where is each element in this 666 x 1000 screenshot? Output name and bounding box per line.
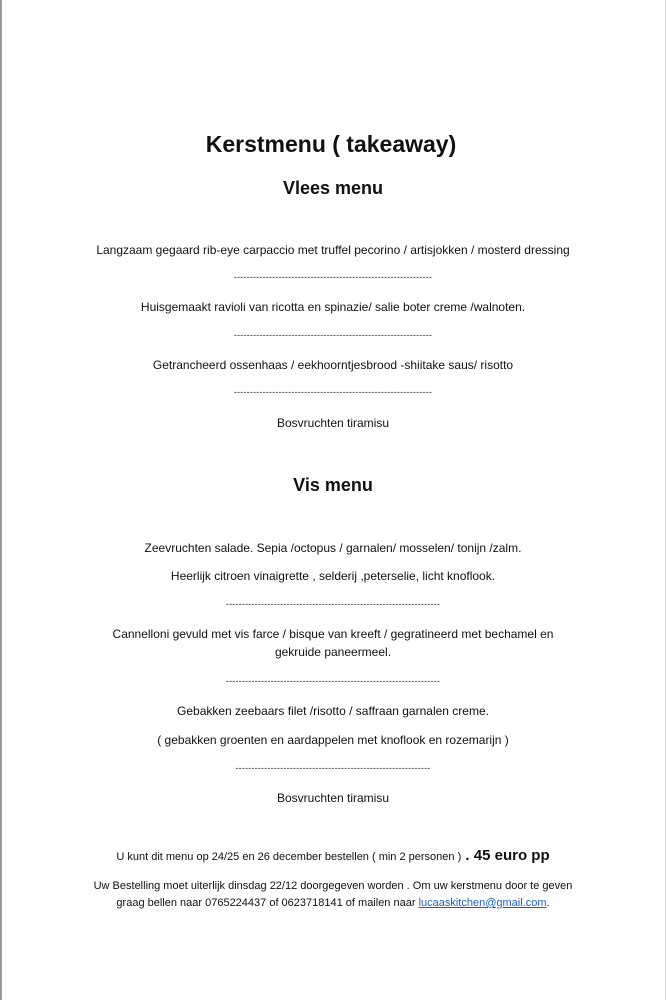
vlees-course-2: Huisgemaakt ravioli van ricotta en spinazie/ salie boter creme /walnoten. bbox=[140, 300, 526, 314]
vlees-menu-heading: Vlees menu bbox=[282, 178, 384, 198]
vis-menu-heading: Vis menu bbox=[293, 475, 373, 495]
email-link[interactable]: lucaaskitchen@gmail.com bbox=[418, 897, 547, 909]
vis-separator-2: ------------------------------------------------------------------- bbox=[225, 676, 441, 686]
vis-separator-3: ------------------------------------------------------------- bbox=[235, 763, 431, 773]
order-dates-text: U kunt dit menu op 24/25 en 26 december bestellen ( min 2 personen ) bbox=[116, 851, 462, 863]
vlees-separator-2: -------------------------------------------------------------- bbox=[233, 330, 433, 340]
vlees-separator-3: -------------------------------------------------------------- bbox=[233, 387, 433, 397]
vis-course-3-line-1: Gebakken zeebaars filet /risotto / saffraan garnalen creme. bbox=[177, 704, 489, 718]
order-contact-text: graag bellen naar 0765224437 of 0623718141 of mailen naar bbox=[116, 897, 419, 909]
vis-course-2-line-1: Cannelloni gevuld met vis farce / bisque van kreeft / gegratineerd met bechamel en bbox=[112, 627, 554, 641]
vlees-separator-1: -------------------------------------------------------------- bbox=[233, 272, 433, 282]
order-deadline-line-2 bbox=[0, 895, 666, 911]
vis-course-2-line-2: gekruide paneermeel. bbox=[274, 645, 392, 659]
vis-separator-1: ------------------------------------------------------------------- bbox=[225, 599, 441, 609]
menu-title: Kerstmenu ( takeaway) bbox=[205, 131, 457, 157]
order-contact-end: . bbox=[546, 897, 550, 909]
vis-course-1-line-2: Heerlijk citroen vinaigrette , selderij ,peterselie, licht knoflook. bbox=[170, 569, 496, 583]
vis-course-3-line-2: ( gebakken groenten en aardappelen met knoflook en rozemarijn ) bbox=[157, 733, 509, 747]
vlees-dessert: Bosvruchten tiramisu bbox=[276, 416, 390, 430]
order-deadline-line-1: Uw Bestelling moet uiterlijk dinsdag 22/12 doorgegeven worden . Om uw kerstmenu door te geven bbox=[93, 880, 573, 892]
order-dates bbox=[0, 848, 666, 865]
price: . 45 euro pp bbox=[461, 847, 550, 864]
vis-dessert: Bosvruchten tiramisu bbox=[276, 791, 390, 805]
vis-course-1-line-1: Zeevruchten salade. Sepia /octopus / garnalen/ mosselen/ tonijn /zalm. bbox=[144, 541, 522, 555]
vlees-course-3: Getrancheerd ossenhaas / eekhoorntjesbrood -shiitake saus/ risotto bbox=[152, 358, 514, 372]
vlees-course-1: Langzaam gegaard rib-eye carpaccio met truffel pecorino / artisjokken / mosterd dressing bbox=[96, 243, 570, 257]
